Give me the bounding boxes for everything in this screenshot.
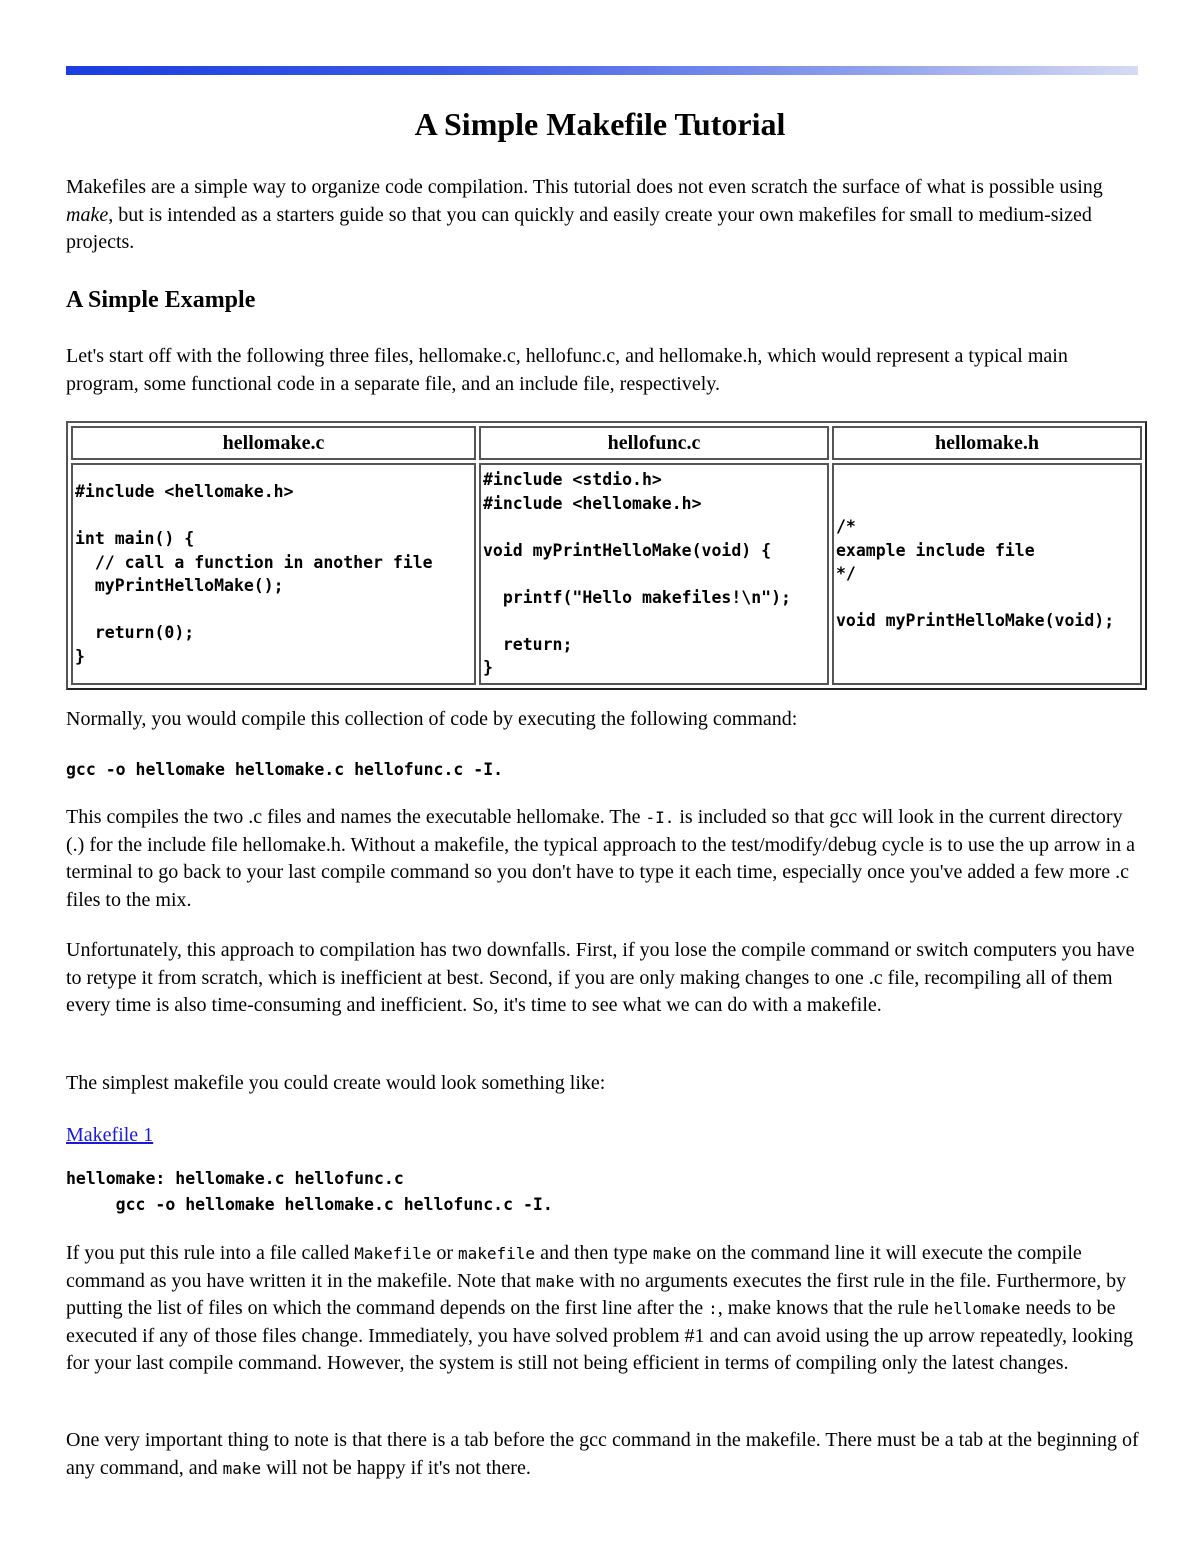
explanation-paragraph <box>66 804 1142 914</box>
tab-note-paragraph <box>66 1427 1142 1482</box>
table-header-row <box>71 426 1142 460</box>
code-cell-hellomake-c <box>71 463 476 685</box>
intro-paragraph <box>66 174 1142 257</box>
top-rule-bar <box>66 66 1138 75</box>
make-code-3: make <box>222 1458 262 1478</box>
code-block-hellofunc-c: #include <stdio.h> #include <hellomake.h> void myPrintHelloMake(void) { printf("Hello makefiles!\n"); return; } <box>483 470 791 678</box>
rule-text-3: and then type <box>535 1242 653 1264</box>
code-cell-hellomake-h <box>832 463 1142 685</box>
intro-text-after: , but is intended as a starters guide so that you can quickly and easily create your own makefiles for small to medium-sized projects. <box>66 203 1092 253</box>
include-flag-code: -I. <box>645 808 675 827</box>
code-cell-hellofunc-c <box>479 463 829 685</box>
tab-note-text-1: One very important thing to note is that there is a tab before the gcc command in the makefile. There must be a tab at the beginning of any command, and <box>66 1429 1139 1479</box>
intro-text-before: Makefiles are a simple way to organize code compilation. This tutorial does not even scratch the surface of what is possible using <box>66 176 1103 198</box>
make-code-1: make <box>652 1244 692 1263</box>
hellomake-code: hellomake <box>933 1299 1021 1318</box>
code-block-hellomake-c: #include <hellomake.h> int main() { // call a function in another file myPrintHelloMake(); return(0); } <box>75 482 433 666</box>
make-code-2: make <box>535 1271 575 1291</box>
section-heading: A Simple Example <box>66 287 256 313</box>
table-code-row <box>71 463 1142 685</box>
compile-command: gcc -o hellomake hellomake.c hellofunc.c -I. <box>66 760 504 779</box>
simplest-paragraph: The simplest makefile you could create would look something like: <box>66 1072 606 1094</box>
example-intro-paragraph: Let's start off with the following three files, hellomake.c, hellofunc.c, and hellomake.h, which would represent a typical main program, some functional code in a separate file, and an include file, respectively. <box>66 345 1068 395</box>
source-files-table <box>66 421 1147 690</box>
rule-text-2: or <box>431 1242 458 1264</box>
code-block-hellomake-h: /* example include file */ void myPrintHelloMake(void); <box>836 517 1115 631</box>
colon-code: : <box>708 1299 718 1318</box>
table-header-hellofunc-c: hellofunc.c <box>479 426 829 460</box>
tab-note-text-2: will not be happy if it's not there. <box>261 1456 531 1479</box>
explanation-text-1: This compiles the two .c files and names the executable hellomake. The <box>66 806 646 828</box>
makefile-1-link[interactable]: Makefile 1 <box>66 1124 154 1146</box>
table-header-hellomake-c: hellomake.c <box>71 426 476 460</box>
rule-text-4: on the command line it will execute the compile command as you have written it in the makefile. Note that <box>66 1242 1082 1292</box>
page-title: A Simple Makefile Tutorial <box>414 106 786 142</box>
makefile-upper-code: Makefile <box>354 1244 432 1263</box>
rule-text-6: , make knows that the rule <box>717 1297 934 1319</box>
makefile-1-code: hellomake: hellomake.c hellofunc.c gcc -o hellomake hellomake.c hellofunc.c -I. <box>66 1169 553 1214</box>
explanation-text-2: is included so that gcc will look in the current directory (.) for the include file hellomake.h. Without a makefile, the typical approach to the test/modify/debug cycle is to use the up arrow in a terminal to go back to your last compile command so you don't have to type it each time, especially once you've added a few more .c files to the mix. <box>66 806 1136 911</box>
rule-text-7: needs to be executed if any of those files change. Immediately, you have solved problem #1 and can avoid using the up arrow repeatedly, looking for your last compile command. However, the system is still not being efficient in terms of compiling only the latest changes. <box>66 1297 1134 1374</box>
makefile-link-line <box>66 1122 153 1149</box>
rule-paragraph <box>66 1240 1142 1378</box>
rule-text-5: with no arguments executes the first rule in the file. Furthermore, by putting the list of files on which the command depends on the first line after the <box>66 1269 1127 1319</box>
makefile-lower-code: makefile <box>458 1244 536 1263</box>
rule-text-1: If you put this rule into a file called <box>66 1242 355 1264</box>
table-header-hellomake-h: hellomake.h <box>832 426 1142 460</box>
downfalls-paragraph: Unfortunately, this approach to compilation has two downfalls. First, if you lose the compile command or switch computers you have to retype it from scratch, which is inefficient at best. Second, if you are only making changes to one .c file, recompiling all of them every time is also time-consuming and inefficient. So, it's time to see what we can do with a makefile. <box>66 939 1135 1016</box>
normally-paragraph: Normally, you would compile this collection of code by executing the following command: <box>66 708 798 730</box>
intro-make-emphasis: make <box>66 203 109 226</box>
